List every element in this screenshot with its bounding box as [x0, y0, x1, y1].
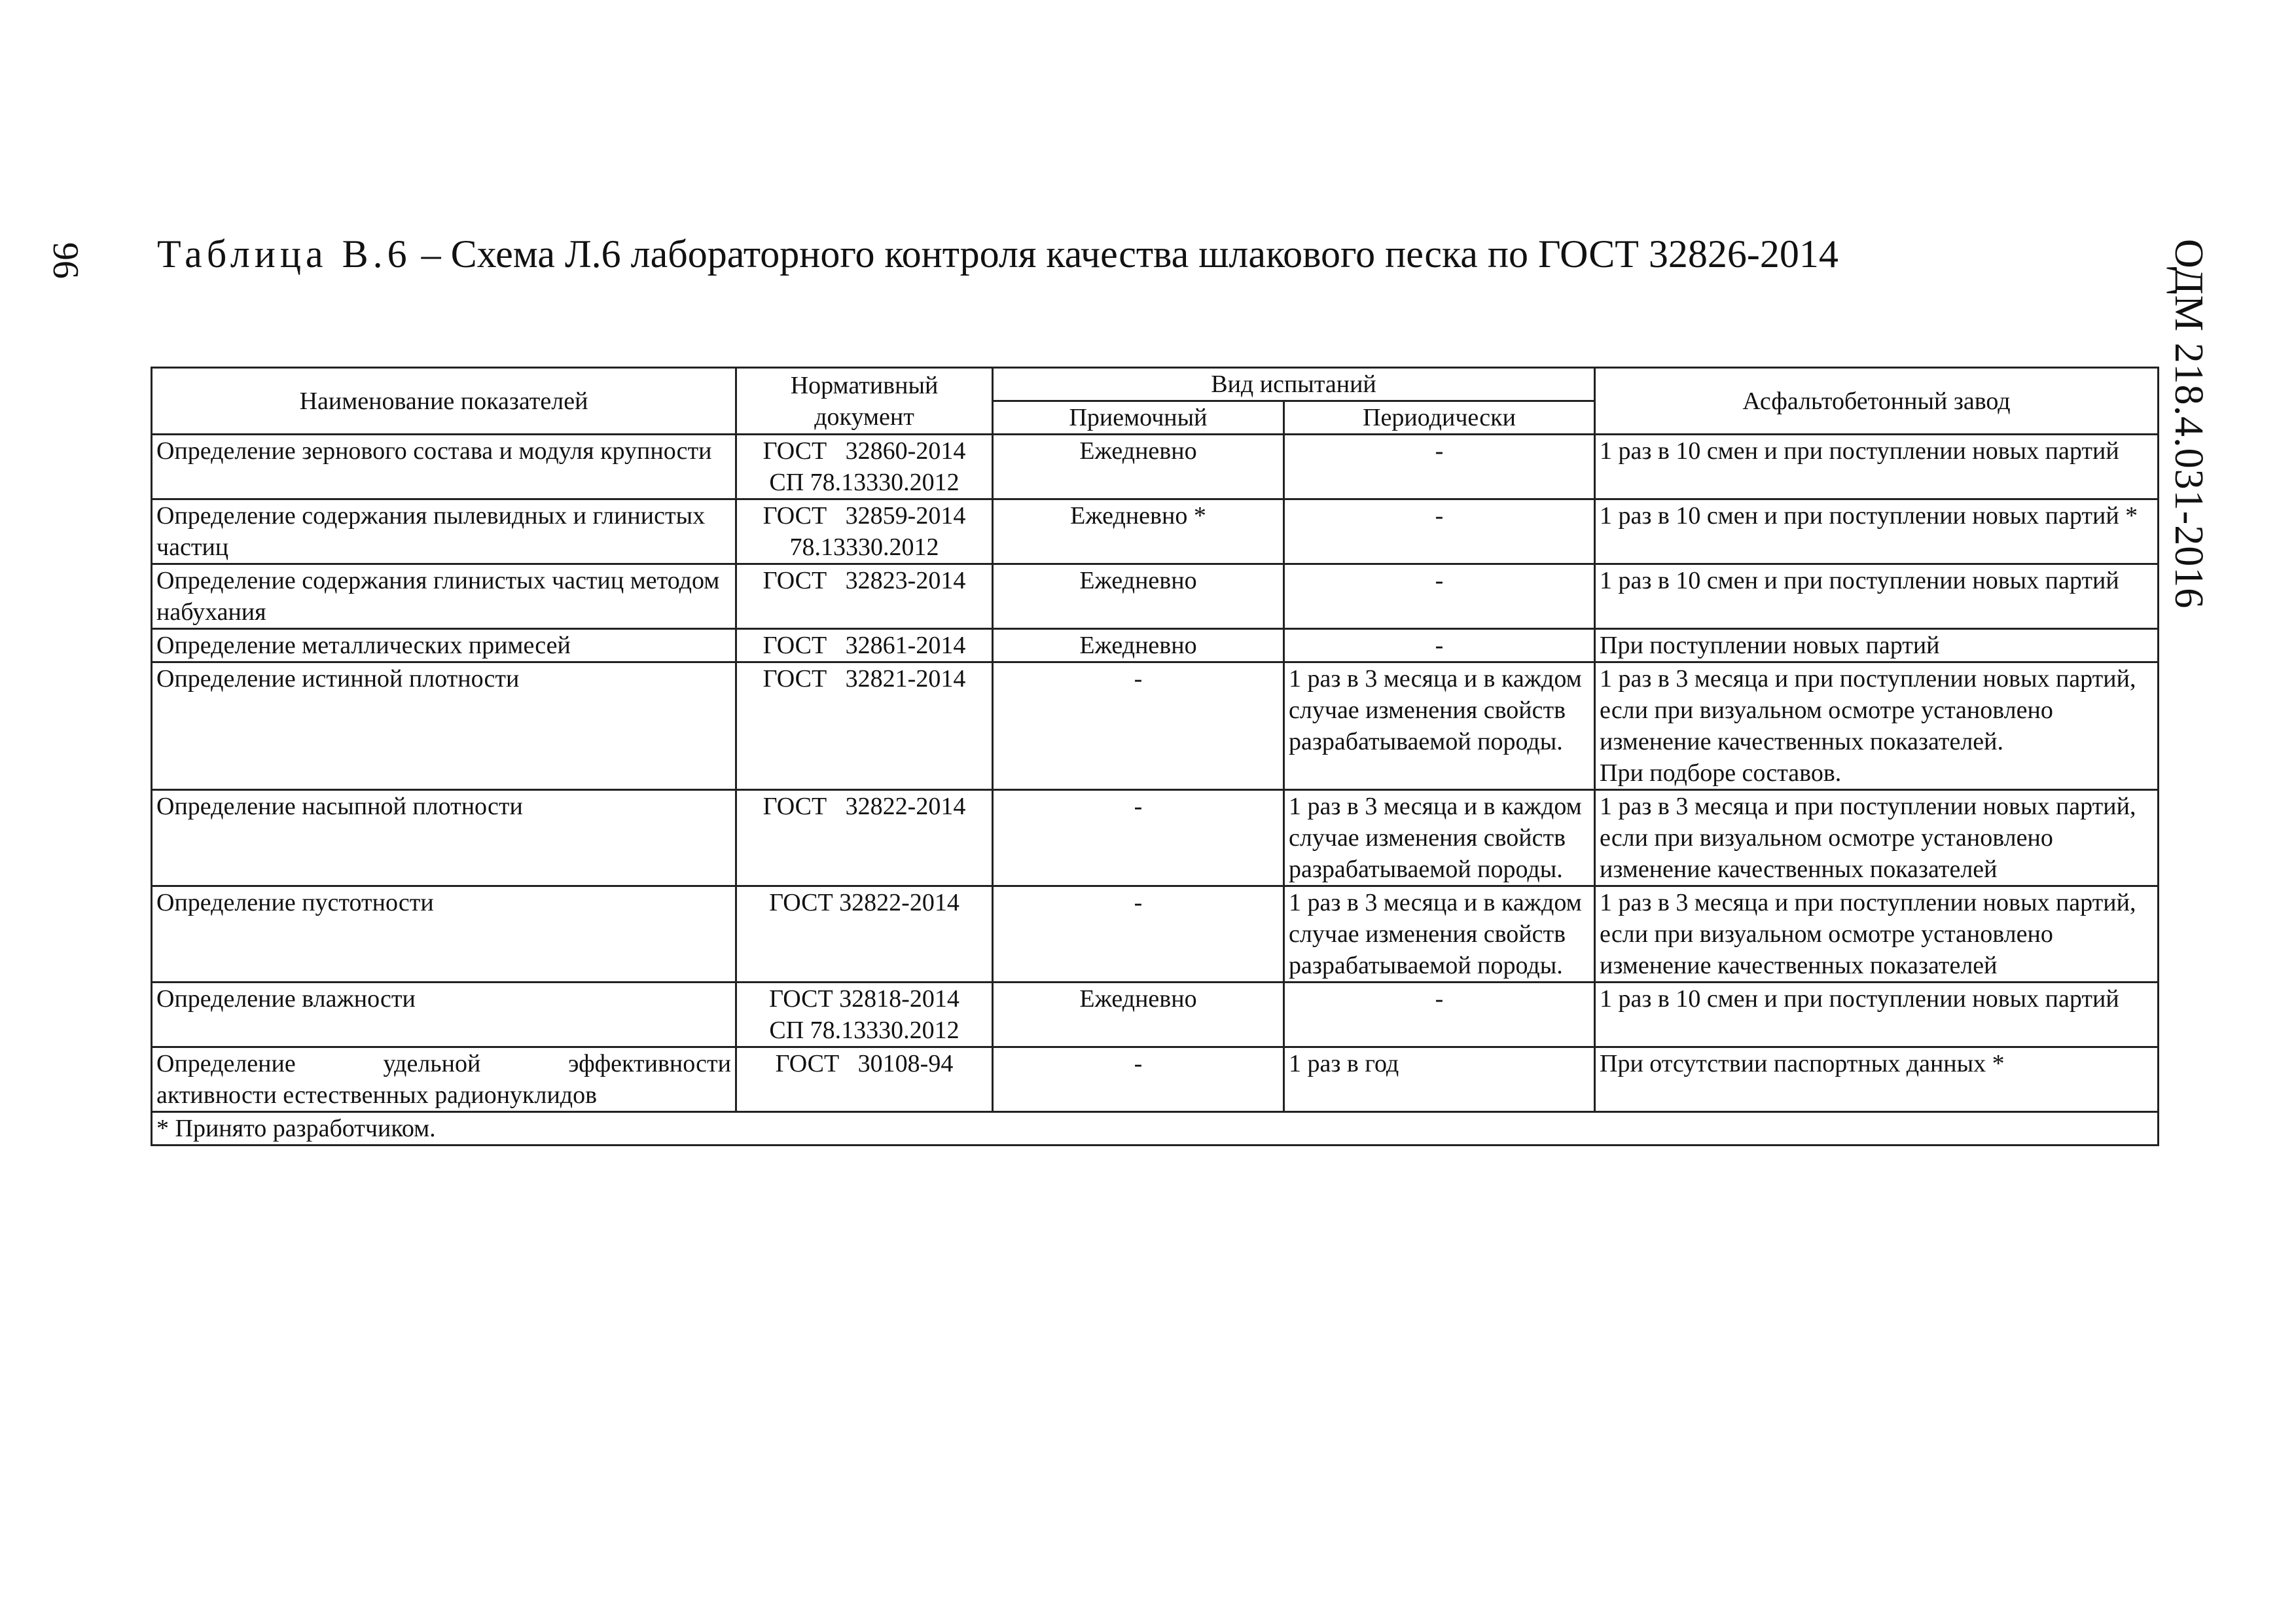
- header-normative-document: Нормативный документ: [736, 368, 993, 435]
- table-row: [152, 629, 2159, 662]
- cell-acceptance: Ежедневно: [993, 435, 1284, 499]
- table-row: [152, 435, 2159, 499]
- cell-periodic: -: [1284, 564, 1595, 629]
- table-row: [152, 886, 2159, 983]
- cell-acceptance: -: [993, 886, 1284, 983]
- cell-periodic: 1 раз в 3 месяца и в каждом случае изменения свойств разрабатываемой породы.: [1284, 886, 1595, 983]
- cell-indicator: Определение зернового состава и модуля крупности: [152, 435, 736, 499]
- table-caption: [157, 230, 1839, 278]
- header-indicator: Наименование показателей: [152, 368, 736, 435]
- cell-normative-document: ГОСТ 32818-2014 СП 78.13330.2012: [736, 983, 993, 1047]
- table-row: [152, 499, 2159, 564]
- table-row: [152, 983, 2159, 1047]
- header-periodic: Периодически: [1284, 401, 1595, 435]
- cell-indicator: Определение удельной эффективности активности естественных радионуклидов: [152, 1047, 736, 1112]
- cell-indicator: Определение содержания пылевидных и глинистых частиц: [152, 499, 736, 564]
- cell-periodic: 1 раз в год: [1284, 1047, 1595, 1112]
- cell-asphalt-plant: 1 раз в 3 месяца и при поступлении новых партий, если при визуальном осмотре установлено изменение качественных показателей. При подборе составов.: [1595, 662, 2159, 790]
- cell-asphalt-plant: 1 раз в 10 смен и при поступлении новых партий: [1595, 435, 2159, 499]
- cell-indicator: Определение влажности: [152, 983, 736, 1047]
- cell-acceptance: Ежедневно: [993, 564, 1284, 629]
- cell-acceptance: -: [993, 790, 1284, 886]
- cell-asphalt-plant: При отсутствии паспортных данных *: [1595, 1047, 2159, 1112]
- cell-normative-document: ГОСТ 32860-2014 СП 78.13330.2012: [736, 435, 993, 499]
- cell-normative-document: ГОСТ 32823-2014: [736, 564, 993, 629]
- cell-asphalt-plant: 1 раз в 10 смен и при поступлении новых партий *: [1595, 499, 2159, 564]
- cell-periodic: -: [1284, 629, 1595, 662]
- table-row: [152, 790, 2159, 886]
- cell-normative-document: ГОСТ 32861-2014: [736, 629, 993, 662]
- cell-acceptance: Ежедневно: [993, 629, 1284, 662]
- cell-acceptance: -: [993, 662, 1284, 790]
- cell-normative-document: ГОСТ 30108-94: [736, 1047, 993, 1112]
- cell-asphalt-plant: 1 раз в 3 месяца и при поступлении новых партий, если при визуальном осмотре установлено изменение качественных показателей: [1595, 886, 2159, 983]
- table-footnote-row: [152, 1112, 2159, 1146]
- header-test-type: Вид испытаний: [993, 368, 1595, 401]
- table-row: [152, 1047, 2159, 1112]
- cell-indicator: Определение истинной плотности: [152, 662, 736, 790]
- cell-indicator: Определение содержания глинистых частиц методом набухания: [152, 564, 736, 629]
- document-code-vertical: ОДМ 218.4.031-2016: [2166, 239, 2211, 609]
- cell-normative-document: ГОСТ 32821-2014: [736, 662, 993, 790]
- cell-acceptance: Ежедневно: [993, 983, 1284, 1047]
- cell-asphalt-plant: 1 раз в 3 месяца и при поступлении новых партий, если при визуальном осмотре установлено изменение качественных показателей: [1595, 790, 2159, 886]
- table-row: [152, 564, 2159, 629]
- cell-indicator: Определение металлических примесей: [152, 629, 736, 662]
- cell-asphalt-plant: 1 раз в 10 смен и при поступлении новых партий: [1595, 564, 2159, 629]
- header-asphalt-plant: Асфальтобетонный завод: [1595, 368, 2159, 435]
- cell-indicator: Определение насыпной плотности: [152, 790, 736, 886]
- page-number: 96: [45, 242, 86, 279]
- table-footnote: * Принято разработчиком.: [152, 1112, 2159, 1146]
- cell-acceptance: -: [993, 1047, 1284, 1112]
- cell-normative-document: ГОСТ 32859-2014 78.13330.2012: [736, 499, 993, 564]
- cell-periodic: 1 раз в 3 месяца и в каждом случае изменения свойств разрабатываемой породы.: [1284, 662, 1595, 790]
- cell-normative-document: ГОСТ 32822-2014: [736, 886, 993, 983]
- table-row: [152, 662, 2159, 790]
- cell-asphalt-plant: 1 раз в 10 смен и при поступлении новых партий: [1595, 983, 2159, 1047]
- cell-acceptance: Ежедневно *: [993, 499, 1284, 564]
- table-caption-label: Таблица В.6: [157, 232, 412, 276]
- cell-periodic: 1 раз в 3 месяца и в каждом случае изменения свойств разрабатываемой породы.: [1284, 790, 1595, 886]
- cell-asphalt-plant: При поступлении новых партий: [1595, 629, 2159, 662]
- cell-periodic: -: [1284, 435, 1595, 499]
- table-caption-text: – Схема Л.6 лабораторного контроля качества шлакового песка по ГОСТ 32826-2014: [421, 232, 1839, 276]
- cell-indicator: Определение пустотности: [152, 886, 736, 983]
- cell-periodic: -: [1284, 499, 1595, 564]
- quality-control-table: [151, 367, 2159, 1146]
- cell-normative-document: ГОСТ 32822-2014: [736, 790, 993, 886]
- cell-periodic: -: [1284, 983, 1595, 1047]
- header-acceptance: Приемочный: [993, 401, 1284, 435]
